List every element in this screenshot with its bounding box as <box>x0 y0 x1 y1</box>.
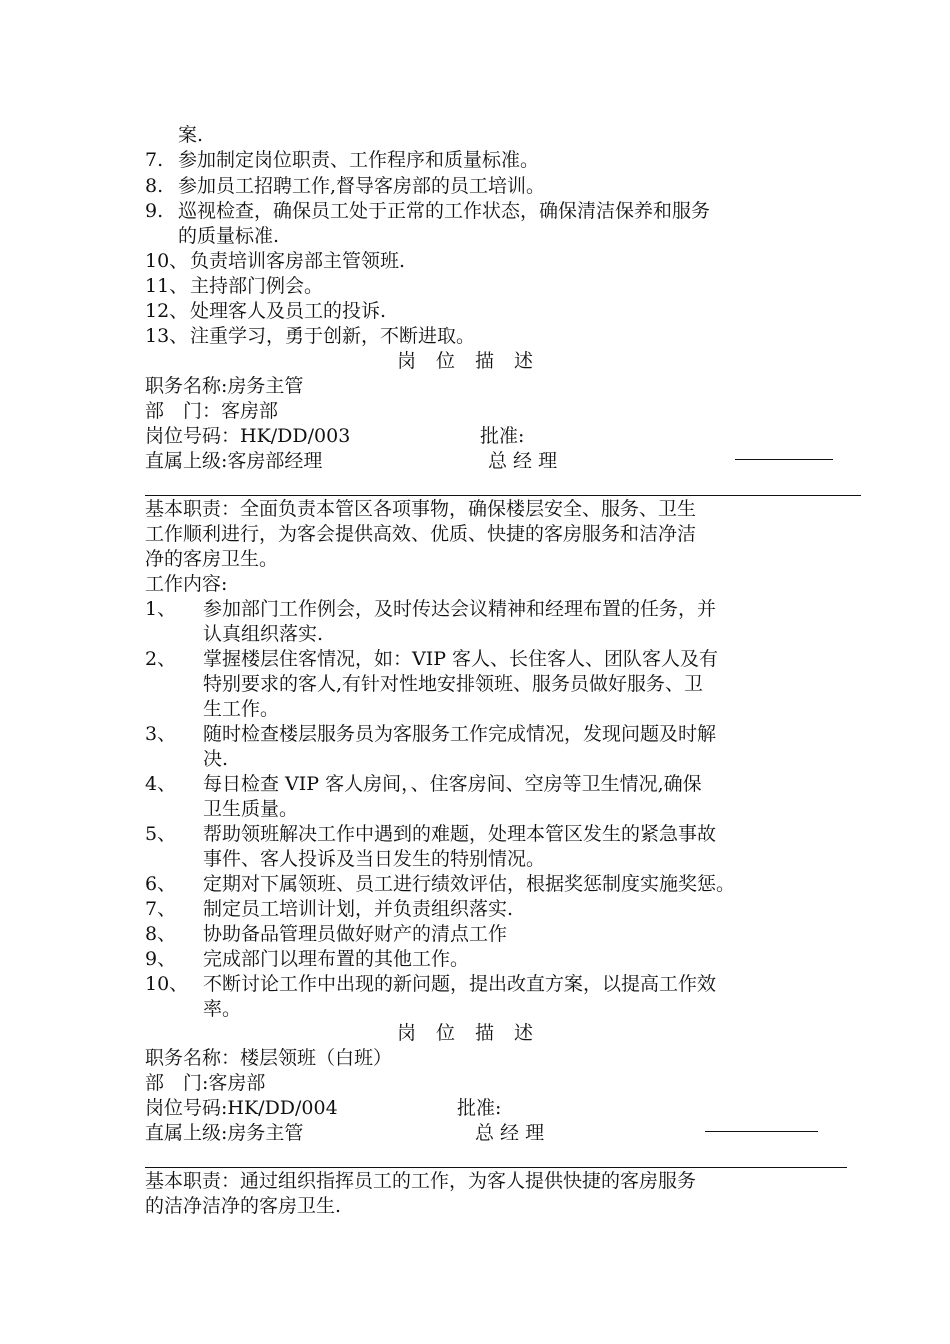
basic-duty-text: 工作顺利进行，为客会提供高效、优质、快捷的客房服务和洁净洁 <box>145 523 697 545</box>
list-item-number: 11、 <box>145 275 189 297</box>
divider <box>145 495 861 496</box>
post-code: 岗位号码：HK/DD/003 <box>145 425 351 447</box>
list-item-text: 决. <box>203 748 229 770</box>
list-item-number: 5、 <box>145 823 177 845</box>
post-code: 岗位号码:HK/DD/004 <box>145 1097 338 1119</box>
department: 部 门:客房部 <box>145 1072 266 1094</box>
list-item-number: 1、 <box>145 598 177 620</box>
list-item-text: 巡视检查，确保员工处于正常的工作状态，确保清洁保养和服务 <box>178 200 711 222</box>
list-item-text: 不断讨论工作中出现的新问题，提出改直方案，以提高工作效 <box>203 973 717 995</box>
approval-label: 批准: <box>480 425 525 447</box>
list-item-text: 定期对下属领班、员工进行绩效评估，根据奖惩制度实施奖惩。 <box>203 873 736 895</box>
job-name: 职务名称:房务主管 <box>145 375 304 397</box>
list-item-text: 主持部门例会。 <box>190 275 324 297</box>
list-item-number: 8、 <box>145 923 177 945</box>
approver-title: 总 经 理 <box>488 450 558 472</box>
direct-superior: 直属上级:客房部经理 <box>145 450 323 472</box>
basic-duty-text: 的洁净洁净的客房卫生. <box>145 1195 342 1217</box>
list-item-number: 2、 <box>145 648 177 670</box>
continuation-text: 案. <box>178 124 204 146</box>
list-item-number: 9. <box>145 200 164 222</box>
list-item-text: 特别要求的客人,有针对性地安排领班、服务员做好服务、卫 <box>203 673 704 695</box>
list-item-text: 参加员工招聘工作,督导客房部的员工培训。 <box>178 175 546 197</box>
list-item-text: 生工作。 <box>203 698 280 720</box>
list-item-text: 认真组织落实. <box>203 623 324 645</box>
approver-title: 总 经 理 <box>475 1122 545 1144</box>
list-item-text: 每日检查 VIP 客人房间，、住客房间、空房等卫生情况,确保 <box>203 773 702 795</box>
list-item-text: 掌握楼层住客情况，如：VIP 客人、长住客人、团队客人及有 <box>203 648 719 670</box>
basic-duty-text: 基本职责：全面负责本管区各项事物，确保楼层安全、服务、卫生 <box>145 498 697 520</box>
list-item-text: 的质量标准. <box>178 225 280 247</box>
divider <box>145 1167 847 1168</box>
list-item-text: 帮助领班解决工作中遇到的难题，处理本管区发生的紧急事故 <box>203 823 717 845</box>
list-item-text: 处理客人及员工的投诉. <box>190 300 387 322</box>
list-item-number: 10、 <box>145 250 189 272</box>
basic-duty-text: 净的客房卫生。 <box>145 548 279 570</box>
department: 部 门：客房部 <box>145 400 279 422</box>
section-title: 岗位描述 <box>396 1022 553 1044</box>
list-item-text: 完成部门以理布置的其他工作。 <box>203 948 470 970</box>
approval-label: 批准: <box>457 1097 502 1119</box>
list-item-number: 3、 <box>145 723 177 745</box>
list-item-number: 13、 <box>145 325 189 347</box>
list-item-number: 7、 <box>145 898 177 920</box>
list-item-text: 随时检查楼层服务员为客服务工作完成情况，发现问题及时解 <box>203 723 717 745</box>
signature-line <box>735 459 833 460</box>
list-item-text: 制定员工培训计划，并负责组织落实. <box>203 898 514 920</box>
list-item-text: 参加部门工作例会，及时传达会议精神和经理布置的任务，并 <box>203 598 717 620</box>
list-item-number: 8. <box>145 175 164 197</box>
basic-duty-text: 基本职责：通过组织指挥员工的工作，为客人提供快捷的客房服务 <box>145 1170 697 1192</box>
direct-superior: 直属上级:房务主管 <box>145 1122 304 1144</box>
work-content-label: 工作内容: <box>145 573 228 595</box>
list-item-number: 10、 <box>145 973 189 995</box>
list-item-number: 4、 <box>145 773 177 795</box>
list-item-text: 率。 <box>203 998 242 1020</box>
signature-line <box>705 1131 818 1132</box>
list-item-number: 12、 <box>145 300 189 322</box>
list-item-number: 9、 <box>145 948 177 970</box>
list-item-text: 负责培训客房部主管领班. <box>190 250 406 272</box>
list-item-number: 7. <box>145 149 164 171</box>
section-title: 岗位描述 <box>396 350 553 372</box>
list-item-text: 协助备品管理员做好财产的清点工作 <box>203 923 508 945</box>
list-item-number: 6、 <box>145 873 177 895</box>
job-name: 职务名称：楼层领班（白班） <box>145 1047 393 1069</box>
list-item-text: 参加制定岗位职责、工作程序和质量标准。 <box>178 149 540 171</box>
list-item-text: 注重学习，勇于创新，不断进取。 <box>190 325 476 347</box>
list-item-text: 卫生质量。 <box>203 798 299 820</box>
list-item-text: 事件、客人投诉及当日发生的特别情况。 <box>203 848 546 870</box>
